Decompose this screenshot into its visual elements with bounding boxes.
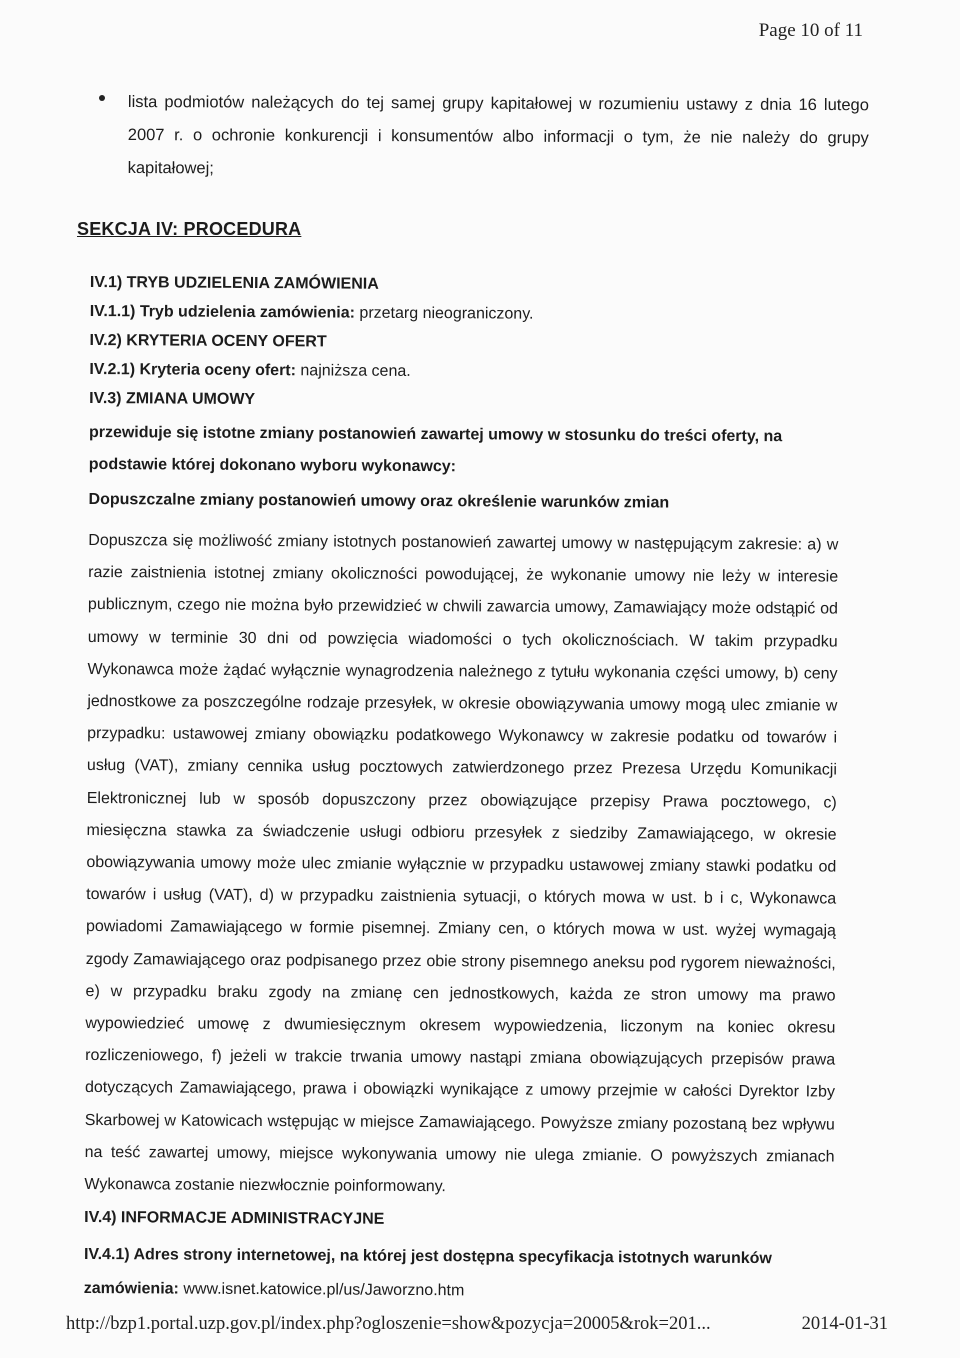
footer-url: http://bzp1.portal.uzp.gov.pl/index.php?ogloszenie=show&pozycja=20005&rok=201... xyxy=(66,1314,711,1334)
label-iv41: IV.4.1) Adres strony internetowej, na której jest dostępna specyfikacja istotnych warunków zamówienia: xyxy=(83,1246,772,1298)
footer-date: 2014-01-31 xyxy=(801,1314,888,1334)
section-title: SEKCJA IV: PROCEDURA xyxy=(77,219,302,239)
iv3-body: Dopuszcza się możliwość zmiany istotnych postanowień zawartej umowy w następującym zakresie: a) w razie zaistnienia istotnej zmiany okoliczności powodującej, że wykonanie umowy nie leży w interesie publicznym, czego nie można było przewidzieć w chwili zawarcia umowy, Zamawiający może odstąpić od umowy w terminie 30 dni od powzięcia wiadomości o tych okolicznościach. W takim przypadku Wykonawca może żądać wyłącznie wynagrodzenia należnego z tytułu wykonania części umowy, b) ceny jednostkowe za poszczególne rodzaje przesyłek, w okresie obowiązywania umowy mogą ulec zmianie w przypadku: ustawowej zmiany obowiązku podatkowego Wykonawcy w zakresie podatku od towarów i usług (VAT), zmiany cennika usług pocztowych zatwierdzonego przez Prezesa Urzędu Komunikacji Elektronicznej lub w sposób dopuszczony przez obowiązujące przepisy Prawa pocztowego, c) miesięczna stawka za świadczenie usługi odbioru przesyłek z siedziby Zamawiającego, w okresie obowiązywania umowy może ulec zmianie wyłącznie w przypadku ustawowej zmiany stawki podatku od towarów i usług (VAT), d) w przypadku zaistnienia sytuacji, o których mowa w ust. b i c, Wykonawca powiadomi Zamawiającego w formie pisemnej. Zmiany cen, o których mowa w ust. wyżej wymagają zgody Zamawiającego oraz podpisanego przez obie strony pisemnego aneksu pod rygorem nieważności, e) w przypadku braku zgody na zmianę cen jednostkowych, każda ze stron umowy ma prawo wypowiedzieć umowę z dwumiesięcznym okresem wypowiedzenia, liczonym na koniec okresu rozliczeniowego, f) jeżeli w trakcie trwania umowy nastąpi zmiana obowiązujących przepisów prawa dotyczących Zamawiającego, prawa i obowiązki wynikające z umowy przejmie w całości Dyrektor Izby Skarbowej w Katowicach wstępując w miejsce Zamawiającego. Powyższe zmiany pozostaną bez wpływu na teść zawartej umowy, miejsce wykonywania umowy nie ulega zmianie. O powyższych zmianach Wykonawca zostanie niezwłocznie poinformowany. xyxy=(84,531,839,1196)
page-footer xyxy=(66,1314,888,1335)
label-iv21: IV.2.1) Kryteria oceny ofert: xyxy=(89,360,297,380)
line-iv11 xyxy=(90,297,840,331)
iv3-statement: przewiduje się istotne zmiany postanowień zawartej umowy w stosunku do treści oferty, na podstawie której dokonano wyboru wykonawcy: xyxy=(88,423,783,476)
list-item-text: lista podmiotów należących do tej samej grupy kapitałowej w rozumieniu ustawy z dnia 16 lutego 2007 r. o ochronie konkurencji i konsumentów albo informacji o tym, że nie należy do grupy kapitałowej; xyxy=(127,92,869,178)
heading-iv3: IV.3) ZMIANA UMOWY xyxy=(89,389,256,409)
procedure-section xyxy=(84,268,840,1311)
iv3-subheading: Dopuszczalne zmiany postanowień umowy oraz określenie warunków zmian xyxy=(88,490,670,512)
value-iv11: przetarg nieograniczony. xyxy=(359,304,534,323)
bullet-icon xyxy=(99,95,105,101)
value-iv21: najniższa cena. xyxy=(300,362,411,380)
heading-iv1: IV.1) TRYB UDZIELENIA ZAMÓWIENIA xyxy=(89,273,379,293)
list-item xyxy=(99,86,869,185)
line-iv41 xyxy=(84,1238,834,1311)
heading-iv2: IV.2) KRYTERIA OCENY OFERT xyxy=(89,331,327,351)
heading-iv4: IV.4) INFORMACJE ADMINISTRACYJNE xyxy=(84,1209,385,1229)
value-iv41: www.isnet.katowice.pl/us/Jaworzno.htm xyxy=(183,1280,465,1300)
label-iv11: IV.1.1) Tryb udzielenia zamówienia: xyxy=(89,302,356,322)
page-number: Page 10 of 11 xyxy=(758,20,863,41)
line-iv21 xyxy=(89,355,839,389)
